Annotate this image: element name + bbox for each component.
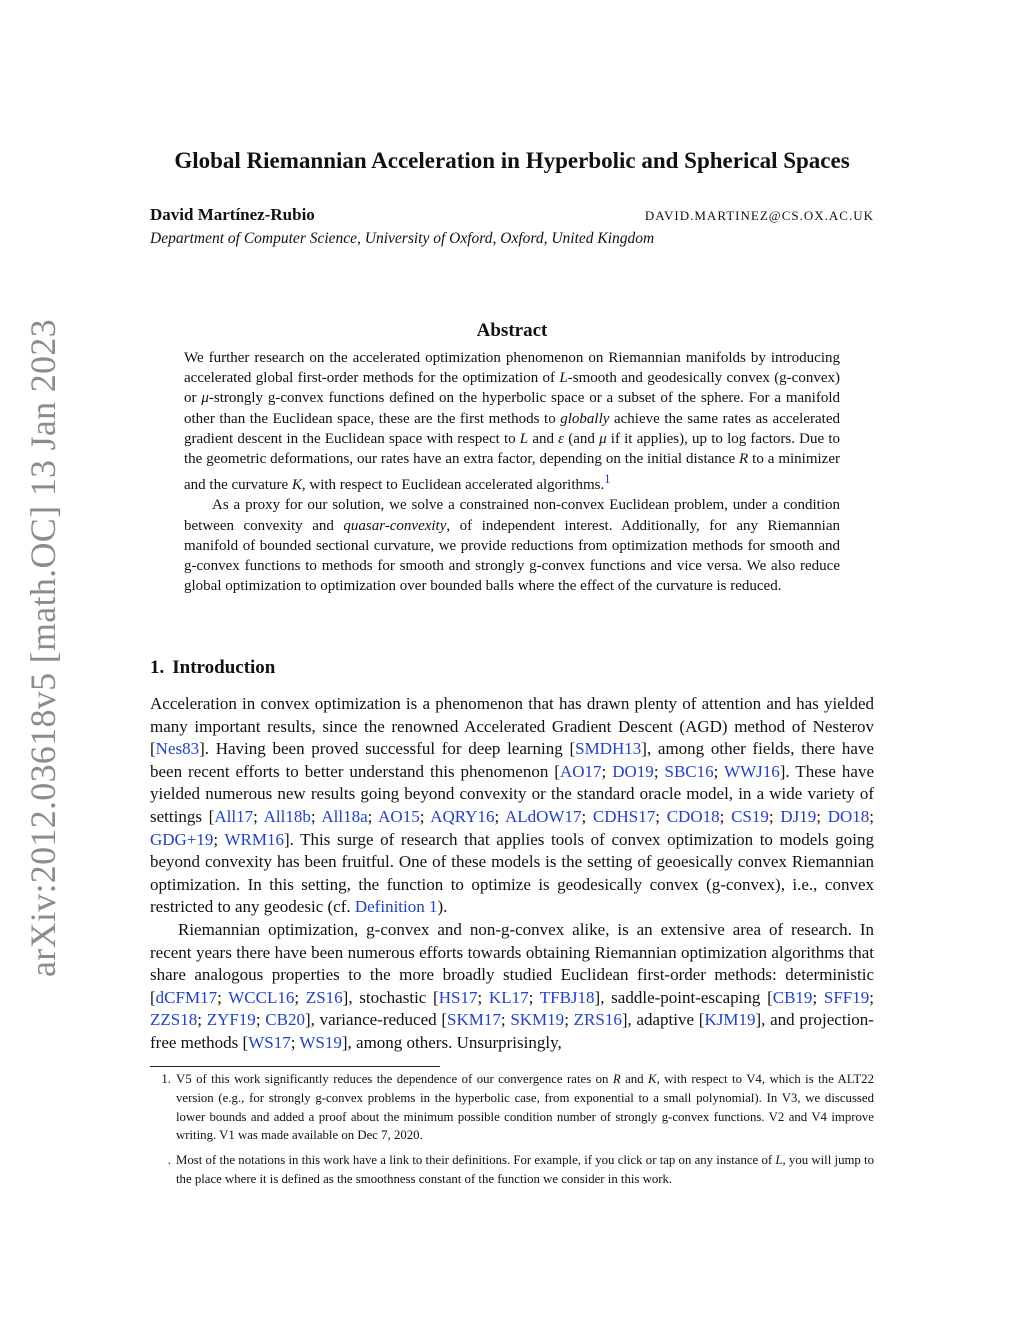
author-affiliation: Department of Computer Science, University of Oxford, Oxford, United Kingdom [150,230,655,247]
math-L[interactable]: L [519,430,529,447]
separator: ; [197,1010,207,1030]
citation-link[interactable]: CDO18 [666,806,720,826]
citation-link[interactable]: ZYF19 [206,1010,256,1030]
citation-link[interactable]: KL17 [488,987,529,1007]
text-run: Acceleration in convex optimization is a phenomenon that has drawn plenty of attention and has yielded many important results, since the renowned Accelerated Gradient Descent (AGD) method of Nesterov [ [150,694,874,759]
text-run: As a proxy for our solution, we solve a constrained non-convex Euclidean problem, under a condition between convexity and [184,497,840,534]
citation-link[interactable]: SFF19 [823,987,870,1007]
text-run: if it applies), up to log factors. Due to the geometric deformations, our rates have an extra factor, depending on the initial distance [184,430,840,468]
citation-link[interactable]: DO19 [612,761,654,781]
text-run: Riemannian optimization, g-convex and non-g-convex alike, is an extensive area of research. In recent years there have been numerous efforts towards obtaining Riemannian optimization algorithms that share analogous properties to the more broadly studied Euclidean first-order methods: deterministic [ [150,919,874,1007]
citation-link[interactable]: HS17 [438,987,478,1007]
introduction-body [150,693,874,1055]
separator: ; [713,761,725,781]
math-mu: μ [599,430,607,447]
separator: ; [213,829,225,849]
citation-link[interactable]: Nes83 [155,739,200,759]
text-run: ], saddle-point-escaping [ [594,987,773,1007]
text-run: ], among others. Unsurprisingly, [341,1032,562,1052]
text-run: V5 of this work significantly reduces the dependence of our convergence rates on [176,1072,613,1086]
abstract-paragraph-1 [184,348,840,495]
citation-link[interactable]: SMDH13 [575,739,642,759]
author-name: David Martínez-Rubio [150,205,315,224]
footnote-rule [150,1066,440,1067]
citation-link[interactable]: WRM16 [224,829,284,849]
arxiv-id: arXiv:2012.03618v5 [math.OC] 13 Jan 2023 [23,319,63,977]
separator: ; [494,806,505,826]
citation-link[interactable]: ZZS18 [150,1010,198,1030]
text-run: and [620,1072,649,1086]
arxiv-stamp [20,319,66,977]
citation-link[interactable]: SKM17 [447,1010,501,1030]
text-run: , with respect to Euclidean accelerated algorithms. [301,477,605,494]
citation-link[interactable]: WWJ16 [724,761,780,781]
citation-link[interactable]: dCFM17 [155,987,218,1007]
intro-paragraph-1 [150,693,874,919]
text-run: ], adaptive [ [621,1010,705,1030]
footnote-link-1[interactable]: 1 [604,472,611,487]
text-run: ]. This surge of research that applies tools of convex optimization to models going beyond convexity has been fruitful. One of these models is the setting of geoesically convex Riemannian optimization. In this setting, the function to optimize is geodesically convex (g-convex), i.e., convex restricted to any geodesic (cf. [150,829,874,917]
citation-link[interactable]: CB20 [265,1010,305,1030]
footnote-1 [150,1070,874,1145]
citation-link[interactable]: All17 [214,806,254,826]
citation-link[interactable]: SKM19 [510,1010,565,1030]
citation-link[interactable]: AO17 [559,761,602,781]
abstract-heading: Abstract [476,320,548,341]
text-run: , you will jump to the place where it is defined as the smoothness constant of the function we consider in this work. [176,1153,875,1186]
footnote-marker: . [167,1153,171,1168]
text-run: ], among other fields, there have been recent efforts to better understand this phenomenon [ [150,739,874,781]
separator: ; [310,806,322,826]
math-R[interactable]: R [739,451,749,468]
separator: ; [869,806,874,826]
emphasis-quasar-convexity: quasar-convexity [343,517,447,534]
citation-link[interactable]: SBC16 [664,761,714,781]
text-run: ). [437,897,448,917]
citation-link[interactable]: ZS16 [305,987,343,1007]
citation-link[interactable]: CB19 [772,987,813,1007]
abstract-body [184,348,840,596]
footnotes [150,1070,874,1189]
separator: ; [419,806,431,826]
separator: ; [294,987,306,1007]
citation-link[interactable]: WS19 [299,1032,342,1052]
math-R[interactable]: R [612,1072,621,1086]
citation-link[interactable]: GDG+19 [150,829,214,849]
text-run: -strongly g-convex functions defined on the hyperbolic space or a subset of the sphere. For a manifold other than the Euclidean space, these are the first methods to [184,390,840,427]
section-heading [150,657,283,679]
separator: ; [581,806,593,826]
citation-link[interactable]: KJM19 [704,1010,756,1030]
citation-link[interactable]: WCCL16 [228,987,295,1007]
separator: ; [367,806,379,826]
text-run: ], stochastic [ [342,987,439,1007]
text-run: Most of the notations in this work have a link to their definitions. For example, if you click or tap on any instance of [176,1153,776,1168]
math-K[interactable]: K [291,477,302,494]
separator: ; [869,987,874,1007]
citation-link[interactable]: WS17 [248,1032,291,1052]
citation-link[interactable]: AO15 [378,806,420,826]
author-email: DAVID.MARTINEZ@CS.OX.AC.UK [644,208,874,223]
separator: ; [655,806,667,826]
footnote-2 [150,1151,874,1189]
text-run: , of independent interest. Additionally, for any Riemannian manifold of bounded sectional curvature, we provide reductions from optimization methods for smooth and g-convex functions to methods for smooth and strongly g-convex functions and vice versa. We also reduce global optimization to optimization over bounded balls where the effect of the curvature is reduced. [184,517,841,595]
text-run: , with respect to V4, which is the ALT22 version (e.g., for strongly g-convex problems in the hyperbolic case, from exponential to a small polynomial). In V3, we discussed lower bounds and added a proof about the minimum possible condition number of strongly g-convex functions. V2 and V4 improve writing. V1 was made available on Dec 7, 2020. [176,1072,874,1143]
separator: ; [812,987,824,1007]
separator: ; [719,806,732,826]
citation-link[interactable]: All18a [321,806,368,826]
citation-link[interactable]: CS19 [731,806,769,826]
separator: ; [564,1010,574,1030]
citation-link[interactable]: AQRY16 [430,806,495,826]
section-title: Introduction [172,657,276,678]
citation-link[interactable]: ALdOW17 [504,806,582,826]
footnote-text [176,1151,874,1189]
text-run: (and [564,430,600,447]
math-mu: μ [201,390,209,407]
citation-link[interactable]: DO18 [827,806,870,826]
text-run: ], and projection-free methods [ [150,1010,874,1052]
section-number: 1. [150,657,165,678]
text-run: and [528,430,559,447]
separator: ; [816,806,828,826]
separator: ; [217,987,229,1007]
footnote-text [176,1070,874,1145]
citation-link[interactable]: CDHS17 [592,806,656,826]
text-run: -smooth and geodesically convex (g-convex) or [184,370,840,407]
citation-link[interactable]: DJ19 [780,806,817,826]
separator: ; [768,806,781,826]
math-K[interactable]: K [648,1072,657,1086]
text-run: ]. These have yielded numerous new results going beyond convexity or the standard oracle model, in a wide variety of settings [ [150,761,874,826]
separator: ; [500,1010,511,1030]
text-run: to a minimizer and the curvature [184,451,840,494]
paper-title: Global Riemannian Acceleration in Hyperbolic and Spherical Spaces [174,148,850,173]
text-run: ], variance-reduced [ [304,1010,448,1030]
separator: ; [253,806,264,826]
separator: ; [601,761,613,781]
text-run: ]. Having been proved successful for deep learning [ [199,739,576,759]
math-L[interactable]: L [775,1153,783,1168]
citation-link[interactable]: TFBJ18 [539,987,595,1007]
separator: ; [290,1032,300,1052]
separator: ; [255,1010,266,1030]
separator: ; [528,987,540,1007]
text-run: achieve the same rates as accelerated gradient descent in the Euclidean space with respect to [184,410,840,447]
definition-link[interactable]: Definition 1 [354,897,438,917]
separator: ; [477,987,489,1007]
math-L[interactable]: L [559,370,568,387]
text-run: We further research on the accelerated optimization phenomenon on Riemannian manifolds by introducing accelerated global first-order methods for the optimization of [184,350,840,387]
separator: ; [653,761,665,781]
emphasis-globally: globally [560,410,610,427]
footnote-marker: 1. [161,1072,171,1086]
intro-paragraph-2 [150,919,874,1055]
citation-link[interactable]: ZRS16 [573,1010,622,1030]
citation-link[interactable]: All18b [263,806,311,826]
abstract-paragraph-2 [184,495,840,596]
math-epsilon: ε [558,430,565,447]
